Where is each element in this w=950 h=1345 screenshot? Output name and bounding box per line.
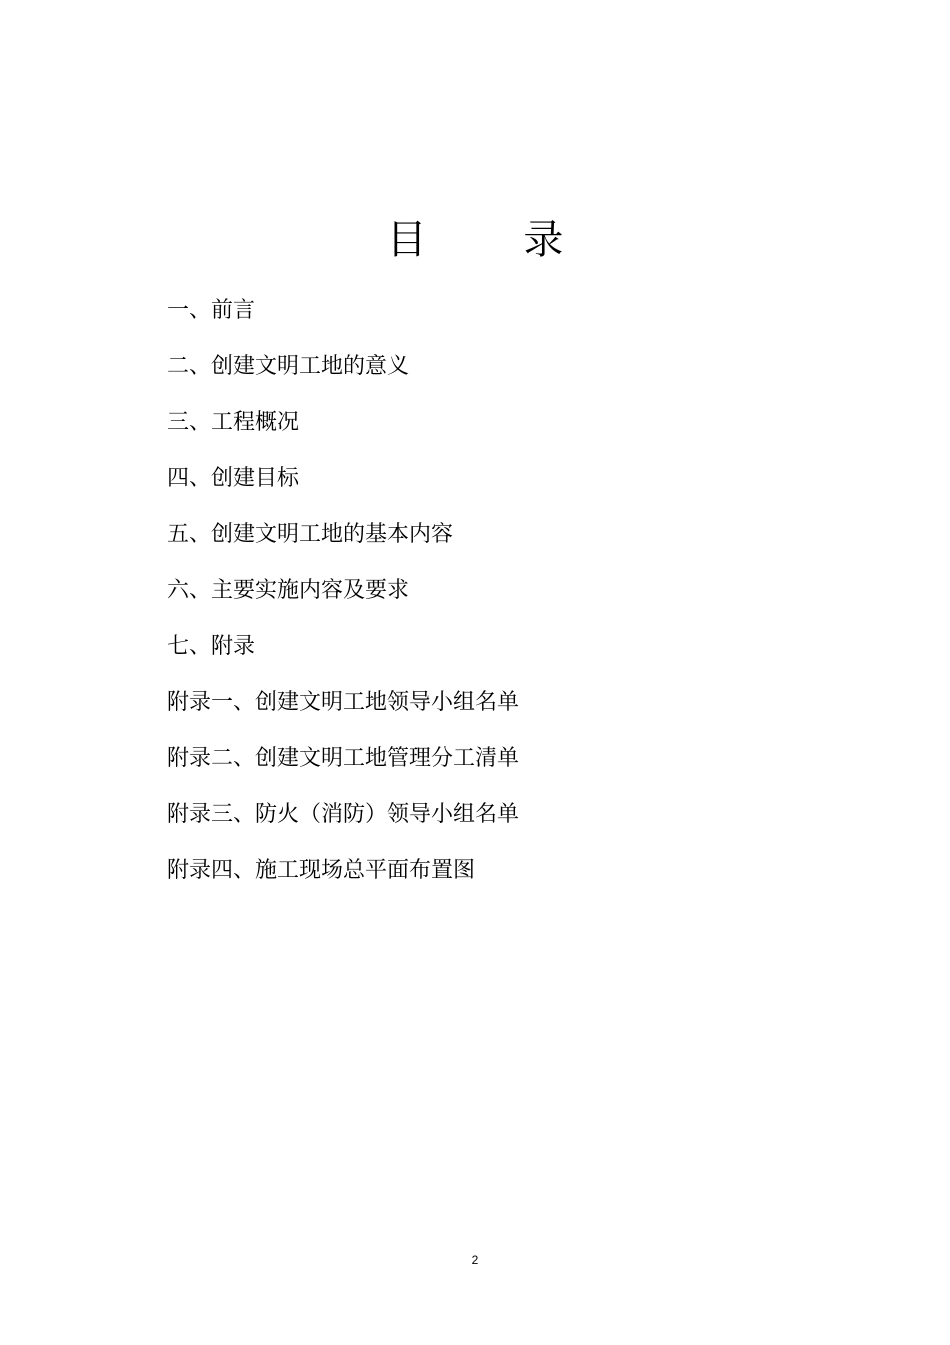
toc-item-appendix-2: 附录二、创建文明工地管理分工清单 (167, 746, 520, 771)
toc-item-project-overview: 三、工程概况 (167, 410, 300, 435)
toc-item-appendix-3: 附录三、防火（消防）领导小组名单 (167, 802, 520, 827)
toc-item-significance: 二、创建文明工地的意义 (167, 354, 410, 379)
toc-title: 目 录 (386, 217, 606, 263)
toc-item-preface: 一、前言 (167, 298, 256, 323)
toc-item-appendix-1: 附录一、创建文明工地领导小组名单 (167, 690, 520, 715)
page-number: 2 (471, 1253, 479, 1267)
toc-item-goals: 四、创建目标 (167, 466, 300, 491)
toc-list (167, 294, 519, 910)
toc-item-appendix-4: 附录四、施工现场总平面布置图 (167, 858, 476, 883)
toc-item-basic-content: 五、创建文明工地的基本内容 (167, 522, 454, 547)
toc-item-appendix: 七、附录 (167, 634, 256, 659)
toc-item-implementation: 六、主要实施内容及要求 (167, 578, 410, 603)
